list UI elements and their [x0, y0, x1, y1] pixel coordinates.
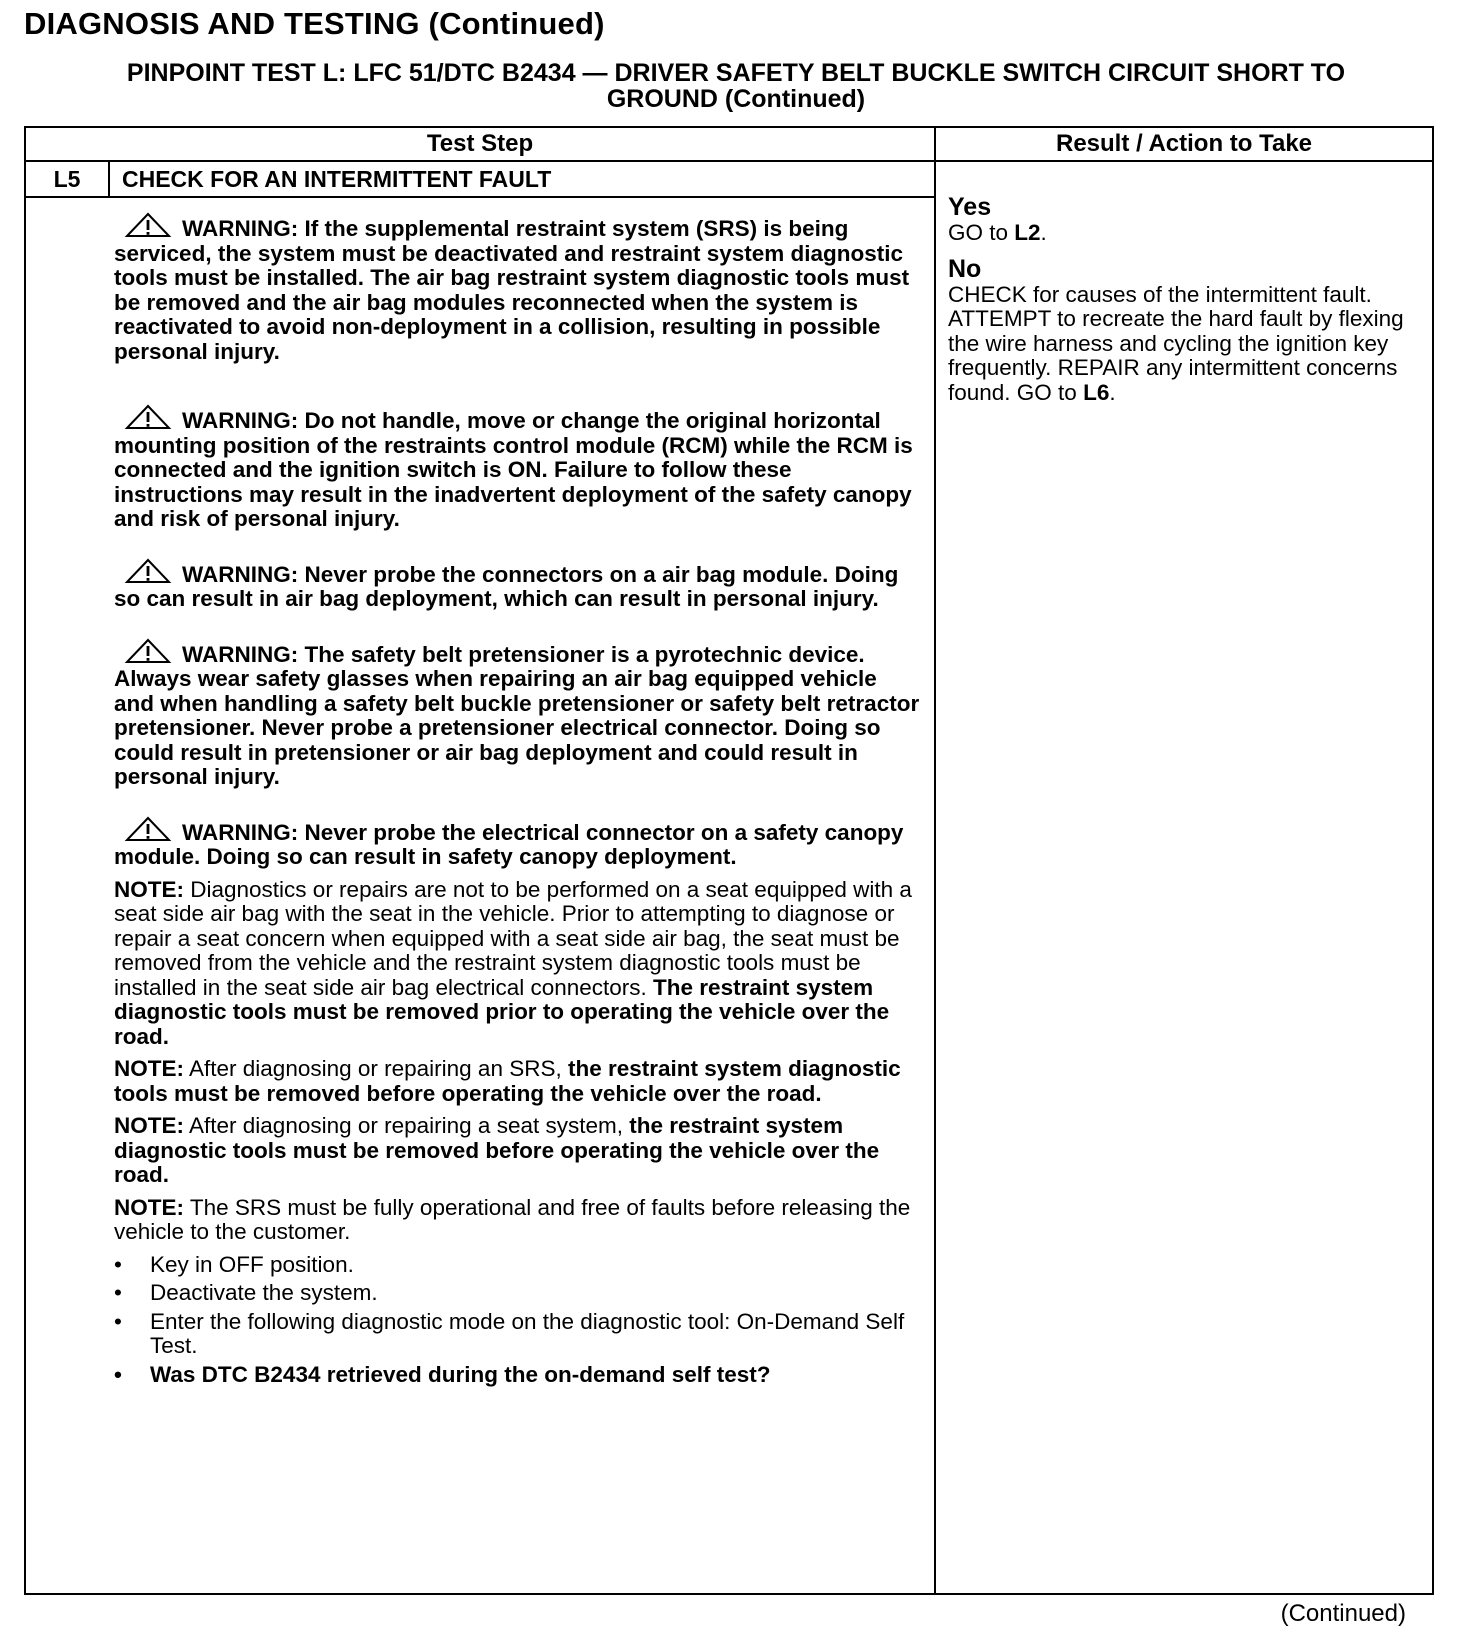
warning-triangle-icon	[124, 638, 172, 664]
bullet-item: • Enter the following diagnostic mode on the diagnostic tool: On-Demand Self Test.	[114, 1310, 922, 1359]
note-text: After diagnosing or repairing a seat system,	[184, 1113, 630, 1138]
note-emphasis: the restraint system diagnostic tools must be removed before operating the vehicle over the road.	[114, 1113, 880, 1187]
warning-triangle-icon	[124, 404, 172, 430]
bullet-question: • Was DTC B2434 retrieved during the on-demand self test?	[114, 1363, 922, 1388]
step-bullet-list	[114, 1253, 922, 1388]
step-divider	[26, 196, 934, 198]
page-title: DIAGNOSIS AND TESTING (Continued)	[24, 6, 605, 41]
note-emphasis: The restraint system diagnostic tools must be removed prior to operating the vehicle over the road.	[114, 974, 890, 1049]
note-label: NOTE:	[114, 1113, 184, 1138]
result-no-text: CHECK for causes of the intermittent fault. ATTEMPT to recreate the hard fault by flexing the wire harness and cycling the ignition key frequently. REPAIR any intermittent concerns found. GO to	[948, 281, 1404, 405]
pinpoint-test-title-line2: GROUND (Continued)	[606, 85, 866, 113]
pinpoint-test-title-line1: PINPOINT TEST L: LFC 51/DTC B2434 — DRIVER SAFETY BELT BUCKLE SWITCH CIRCUIT SHORT TO	[126, 59, 1346, 87]
note-text: The SRS must be fully operational and free of faults before releasing the vehicle to the customer.	[114, 1194, 911, 1244]
warning-triangle-icon	[124, 212, 172, 238]
note-block	[114, 1057, 922, 1106]
column-divider	[934, 128, 936, 1593]
note-text: Diagnostics or repairs are not to be performed on a seat equipped with a seat side air bag with the seat in the vehicle. Prior to attempting to diagnose or repair a seat concern when equipped with a seat side air bag, the seat must be removed from the vehicle and the restraint system diagnostic tools must be installed in the seat side air bag electrical connectors.	[114, 876, 912, 1000]
warning-block	[114, 638, 922, 790]
note-label: NOTE:	[114, 876, 184, 902]
note-block	[114, 878, 922, 1050]
result-no-ref: L6	[1083, 379, 1110, 405]
result-no-action	[948, 283, 1428, 406]
result-yes-text: GO to	[948, 220, 1015, 245]
warning-text: WARNING: Do not handle, move or change the original horizontal mounting position of the restraints control module (RCM) while the RCM is connected and the ignition switch is ON. Failure to follow these instructions may result in the inadvertent deployment of the safety canopy and risk of personal injury.	[114, 408, 913, 531]
warning-block	[114, 212, 922, 364]
note-emphasis: the restraint system diagnostic tools must be removed before operating the vehicle over the road.	[114, 1056, 901, 1106]
result-yes-end: .	[1040, 220, 1047, 245]
warning-text: WARNING: Never probe the connectors on a air bag module. Doing so can result in air bag deployment, which can result in personal injury.	[114, 561, 899, 611]
warning-text: WARNING: The safety belt pretensioner is a pyrotechnic device. Always wear safety glasses when repairing an air bag equipped vehicle and when handling a safety belt buckle pretensioner or safety belt retractor pretensioner. Never probe a pretensioner electrical connector. Doing so could result in pretensioner or air bag deployment and could result in personal injury.	[114, 641, 920, 789]
bullet-item: • Key in OFF position.	[114, 1253, 922, 1278]
result-no-end: .	[1109, 379, 1116, 405]
warning-block	[114, 558, 922, 612]
note-block	[114, 1196, 922, 1245]
result-no-label: No	[948, 254, 982, 283]
note-label: NOTE:	[114, 1056, 184, 1081]
result-yes-ref: L2	[1014, 220, 1041, 245]
pinpoint-test-title	[20, 60, 1452, 112]
result-yes-label: Yes	[948, 193, 992, 221]
warning-text: WARNING: If the supplemental restraint system (SRS) is being serviced, the system must be deactivated and restraint system diagnostic tools must be installed. The air bag restraint system diagnostic tools must be removed and the air bag modules reconnected when the system is reactivated to avoid non-deployment in a collision, resulting in possible personal injury.	[114, 216, 910, 364]
step-id: L5	[26, 162, 110, 196]
column-header-test-step: Test Step	[426, 130, 534, 157]
result-yes-action	[948, 221, 1428, 246]
result-action-content	[948, 194, 1428, 415]
result-yes	[948, 194, 1428, 246]
bullet-item: • Deactivate the system.	[114, 1281, 922, 1306]
step-title: CHECK FOR AN INTERMITTENT FAULT	[122, 166, 552, 192]
warning-triangle-icon	[124, 558, 172, 584]
warning-triangle-icon	[124, 816, 172, 842]
test-step-content	[114, 212, 922, 1391]
warning-block	[114, 404, 922, 532]
note-label: NOTE:	[114, 1194, 184, 1220]
warning-block	[114, 816, 922, 870]
warning-text: WARNING: Never probe the electrical connector on a safety canopy module. Doing so can result in safety canopy deployment.	[114, 819, 904, 869]
column-header-result: Result / Action to Take	[1055, 130, 1313, 157]
result-no	[948, 256, 1428, 406]
note-block	[114, 1114, 922, 1188]
note-text: After diagnosing or repairing an SRS,	[184, 1056, 568, 1081]
continued-footer: (Continued)	[1280, 1600, 1406, 1627]
test-step-table	[24, 126, 1434, 1595]
